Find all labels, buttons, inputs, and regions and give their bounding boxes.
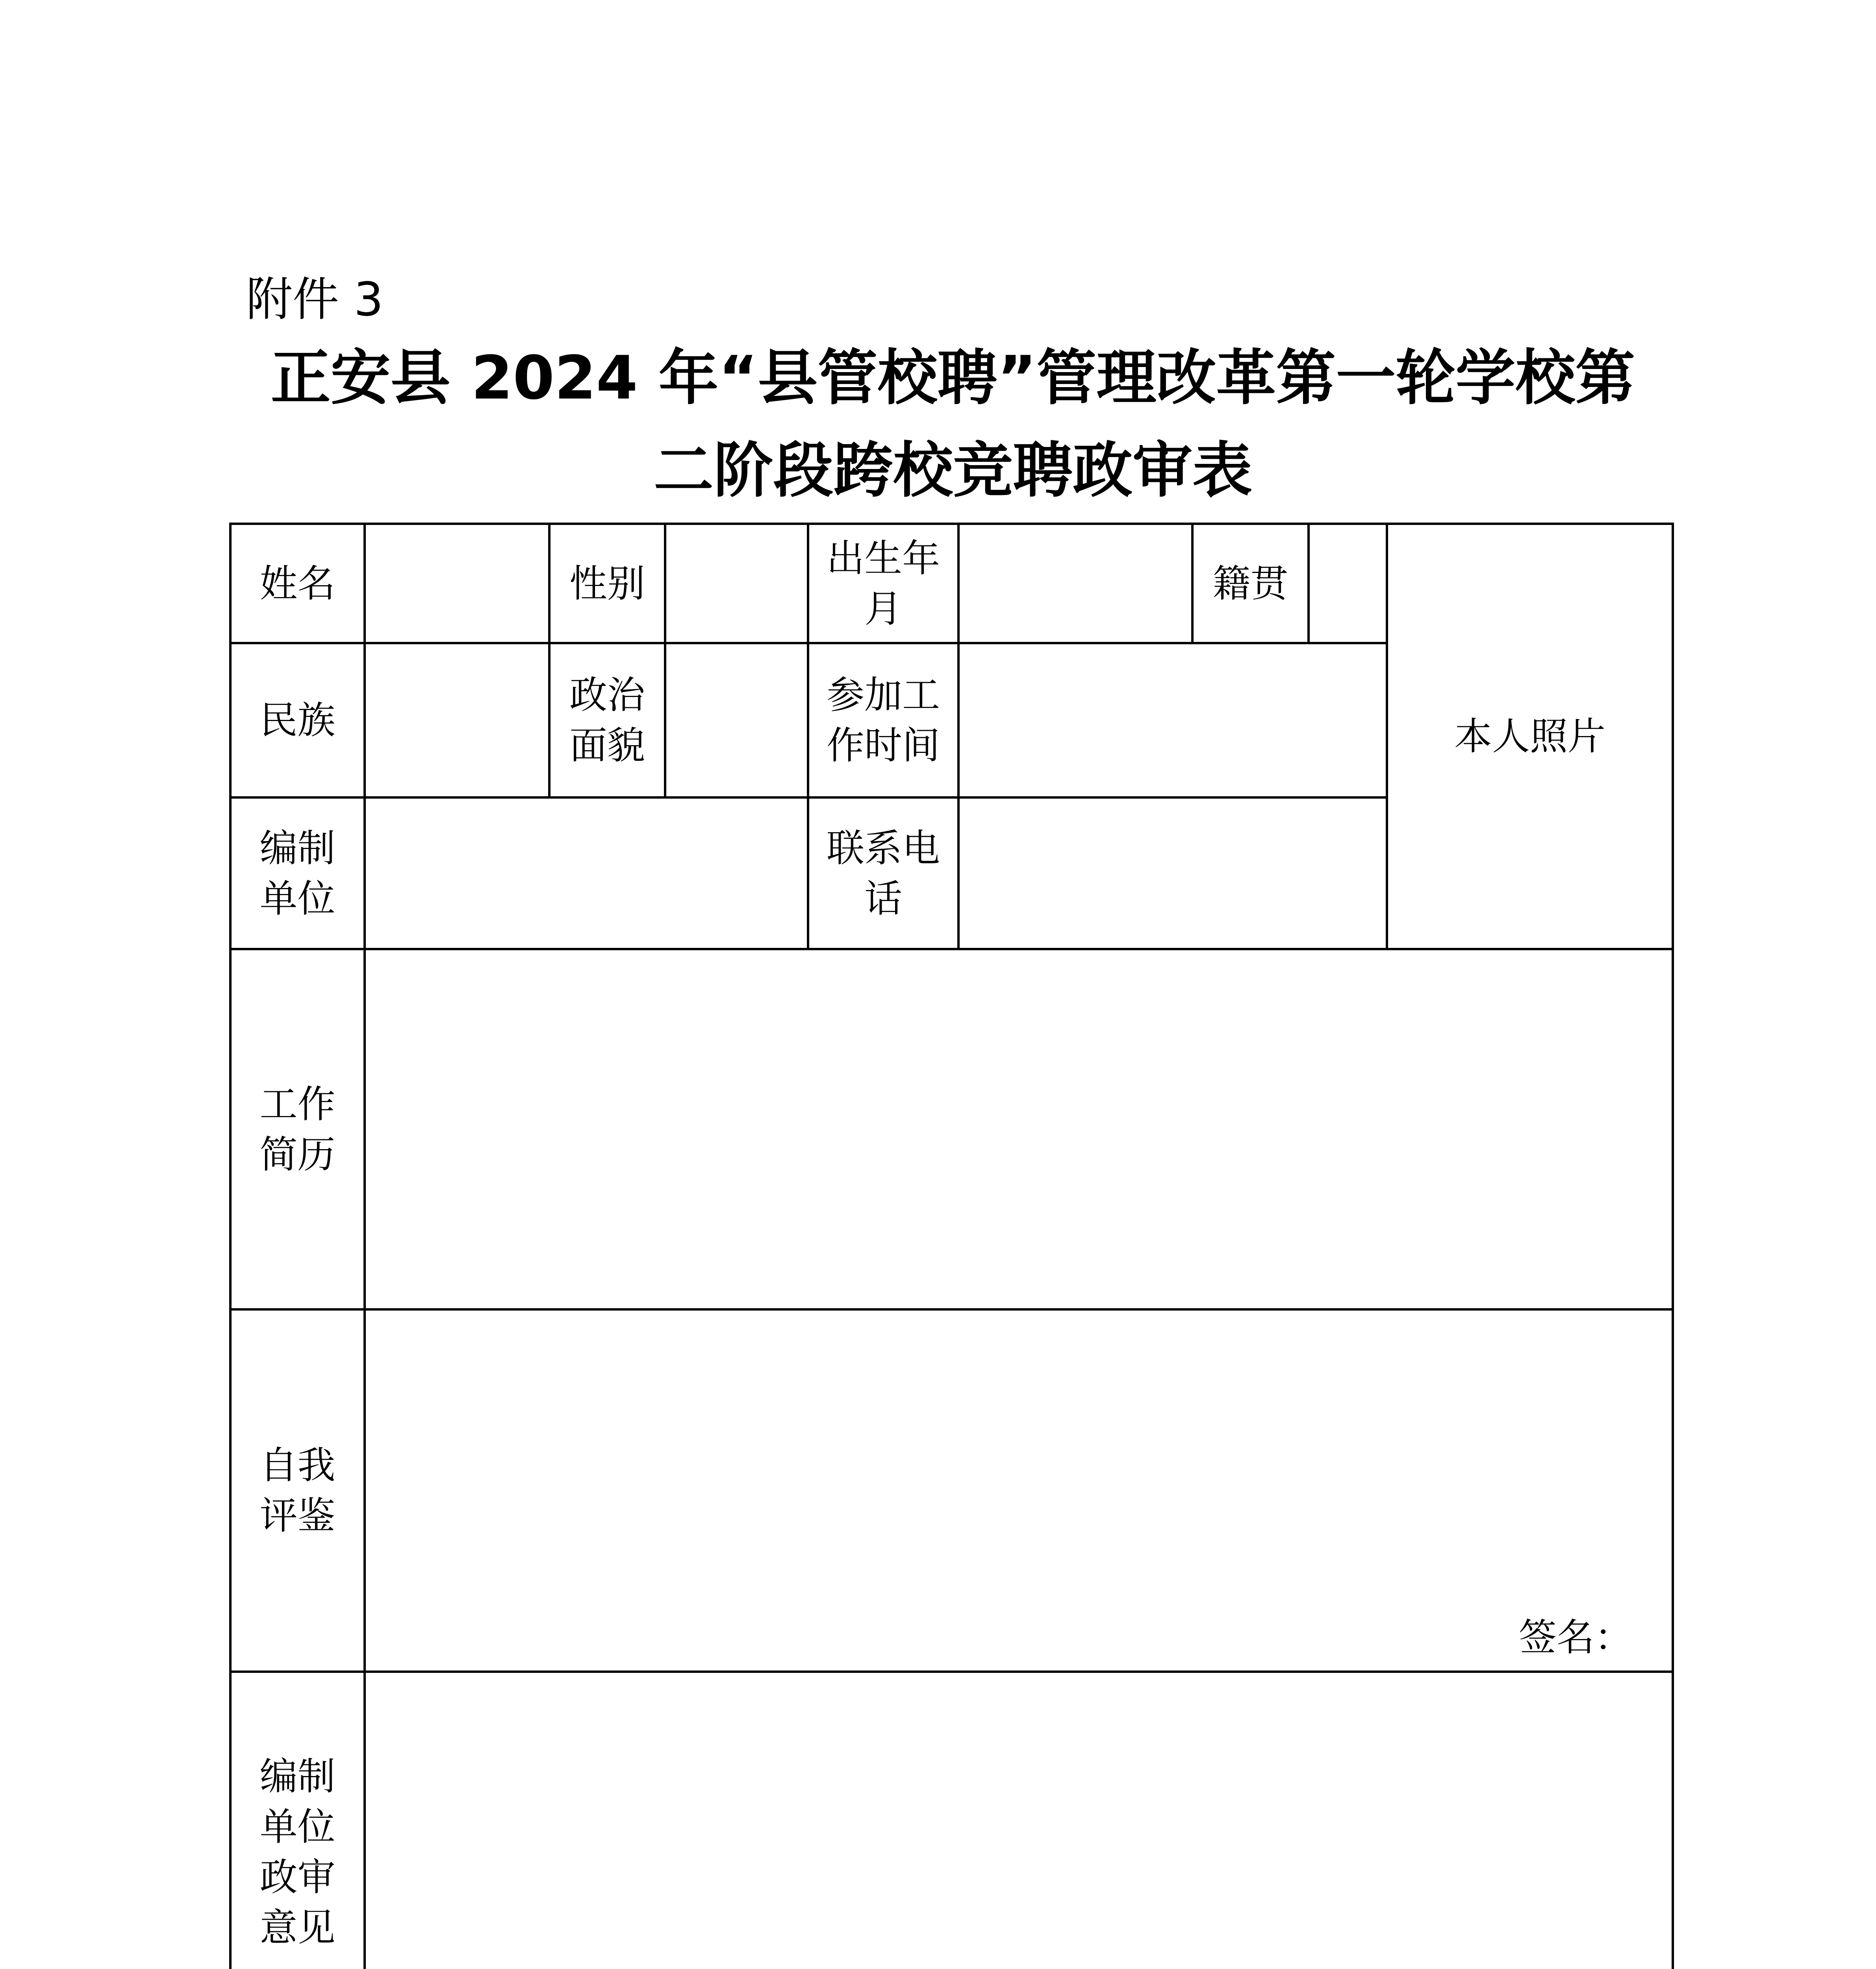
form-title-line-1: 正安县 2024 年“县管校聘”管理改革第一轮学校第	[271, 343, 1635, 413]
native-place-label: 籍贯	[1192, 524, 1309, 643]
unit-field[interactable]	[365, 797, 808, 949]
name-field[interactable]	[365, 524, 549, 643]
signature-label: 签名：	[1519, 1615, 1632, 1659]
work-resume-field[interactable]	[365, 949, 1673, 1309]
ethnicity-field[interactable]	[365, 643, 549, 797]
name-label: 姓名	[230, 524, 365, 643]
self-evaluation-label: 自我 评鉴	[230, 1309, 365, 1672]
work-start-label: 参加工 作时间	[808, 643, 958, 797]
photo-box[interactable]: 本人照片	[1387, 524, 1673, 949]
attachment-label: 附件 3	[246, 272, 384, 326]
form-title-line-2: 二阶段跨校竞聘政审表	[654, 436, 1252, 505]
phone-field[interactable]	[958, 797, 1387, 949]
native-place-field[interactable]	[1309, 524, 1387, 643]
work-resume-label: 工作 简历	[230, 949, 365, 1309]
unit-opinion-field[interactable]	[365, 1672, 1673, 1969]
self-evaluation-field[interactable]	[365, 1309, 1673, 1672]
birth-date-field[interactable]	[958, 524, 1192, 643]
ethnicity-label: 民族	[230, 643, 365, 797]
unit-label: 编制 单位	[230, 797, 365, 949]
phone-label: 联系电 话	[808, 797, 958, 949]
work-start-field[interactable]	[958, 643, 1387, 797]
political-status-label: 政治 面貌	[549, 643, 665, 797]
political-status-field[interactable]	[665, 643, 808, 797]
political-review-form	[229, 523, 1674, 1969]
gender-label: 性别	[549, 524, 665, 643]
birth-date-label: 出生年 月	[808, 524, 958, 643]
unit-opinion-label: 编制 单位 政审 意见	[230, 1672, 365, 1969]
gender-field[interactable]	[665, 524, 808, 643]
